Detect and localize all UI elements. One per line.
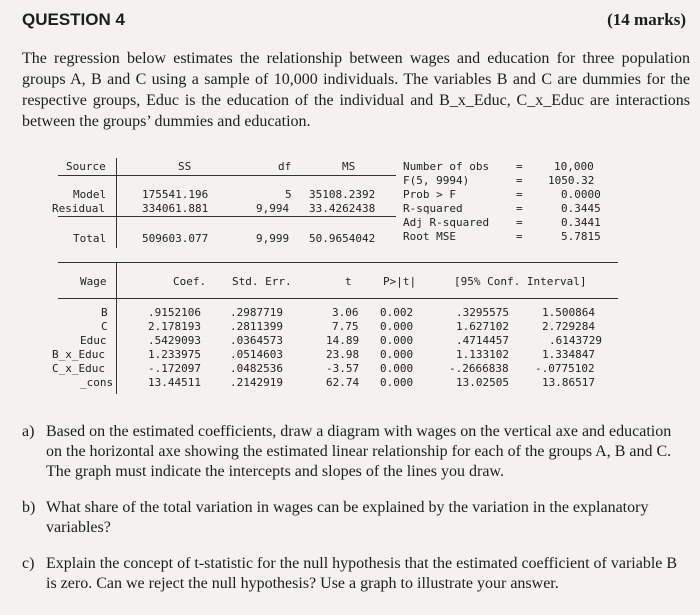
anova-row-ms: 35108.2392	[309, 188, 376, 201]
anova-row-ms: 33.4262438	[309, 202, 376, 215]
stat-eq: =	[516, 188, 523, 201]
coef-row-se: .0514603	[230, 348, 283, 361]
coef-row-var: C_x_Educ	[52, 362, 105, 375]
coef-row-coef: .5429093	[148, 334, 201, 347]
anova-row-df: 9,994	[256, 202, 290, 215]
coef-row-hi: 1.334847	[542, 348, 595, 361]
anova-row-df: 5	[285, 188, 292, 201]
anova-row-source: Total	[73, 232, 107, 245]
question-header	[22, 10, 686, 32]
coef-header-se: Std. Err.	[232, 275, 292, 288]
coef-top-rule	[58, 262, 618, 263]
anova-row-df: 9,999	[256, 232, 290, 245]
coef-row-t: -3.57	[326, 362, 360, 375]
stat-value: 0.0000	[561, 188, 601, 201]
coef-row-lo: 1.627102	[456, 320, 509, 333]
anova-header-source: Source	[66, 160, 106, 173]
anova-header-rule	[58, 175, 396, 176]
coefficient-table	[52, 262, 678, 397]
coef-header-p: P>|t|	[383, 275, 417, 288]
coef-row-t: 62.74	[326, 376, 360, 389]
coef-row-se: .2987719	[230, 306, 283, 319]
intro-paragraph: The regression below estimates the relationship between wages and education for three population groups A, B and C using a sample of 10,000 individuals. The variables B and C are dummies for the respective groups, Educ is the education of the individual and B_x_Educ, C_x_Educ are interactions between the groups’ dummies and education.	[22, 50, 690, 130]
question-label: a)	[22, 423, 35, 440]
stat-label: Number of obs	[403, 160, 490, 173]
coef-row-lo: .4714457	[456, 334, 509, 347]
anova-total-rule	[58, 216, 396, 217]
coef-row-p: 0.000	[380, 320, 414, 333]
coef-row-hi: -.0775102	[535, 362, 595, 375]
stat-label: Adj R-squared	[403, 216, 490, 229]
coef-row-coef: 2.178193	[148, 320, 201, 333]
question-label: c)	[22, 555, 35, 572]
coef-row-t: 14.89	[326, 334, 360, 347]
question-text: Explain the concept of t-statistic for the null hypothesis that the estimated coefficient of variable B is zero. Can we reject the null hypothesis? Use a graph to illustrate your answer.	[46, 555, 678, 592]
stat-value: 5.7815	[561, 230, 601, 243]
coef-row-t: 3.06	[332, 306, 359, 319]
coef-row-var: _cons	[80, 376, 114, 389]
question-title: QUESTION 4	[22, 10, 125, 29]
coef-row-p: 0.000	[380, 334, 414, 347]
coef-row-se: .2811399	[230, 320, 283, 333]
coef-row-coef: -.172097	[148, 362, 201, 375]
anova-header-df: df	[278, 160, 292, 173]
coef-row-p: 0.002	[380, 306, 414, 319]
coef-row-lo: -.2666838	[449, 362, 509, 375]
anova-row-ss: 509603.077	[142, 232, 209, 245]
coef-row-t: 23.98	[326, 348, 360, 361]
coef-row-hi: 1.500864	[542, 306, 595, 319]
coef-row-var: C	[101, 320, 108, 333]
coef-row-lo: 13.02505	[456, 376, 509, 389]
coef-row-lo: .3295575	[456, 306, 509, 319]
coef-header-ci: [95% Conf. Interval]	[454, 275, 587, 288]
coef-row-coef: .9152106	[148, 306, 201, 319]
coef-row-se: .0364573	[230, 334, 283, 347]
question-marks: (14 marks)	[607, 10, 686, 29]
stat-eq: =	[516, 216, 523, 229]
coef-row-coef: 13.44511	[148, 376, 201, 389]
coef-row-p: 0.000	[380, 348, 414, 361]
stat-value: 10,000	[554, 160, 594, 173]
coef-row-p: 0.000	[380, 376, 414, 389]
coef-header-coef: Coef.	[173, 275, 207, 288]
coef-row-coef: 1.233975	[148, 348, 201, 361]
coef-row-var: B_x_Educ	[52, 348, 105, 361]
coef-row-hi: 2.729284	[542, 320, 595, 333]
question-label: b)	[22, 499, 36, 516]
stat-label: R-squared	[403, 202, 463, 215]
question-text: Based on the estimated coefficients, draw a diagram with wages on the vertical axe and education on the horizontal axe showing the estimated linear relationship for each of the groups A, B and C. The graph must indicate the intercepts and slopes of the lines you draw.	[46, 423, 672, 480]
anova-row-source: Model	[73, 188, 107, 201]
coef-header-t: t	[345, 275, 352, 288]
stat-eq: =	[516, 230, 523, 243]
anova-row-ms: 50.9654042	[309, 232, 376, 245]
stat-eq: =	[516, 174, 523, 187]
coef-row-hi: 13.86517	[542, 376, 595, 389]
stat-value: 1050.32	[548, 174, 595, 187]
question-list	[22, 422, 690, 610]
coef-row-hi: .6143729	[549, 334, 602, 347]
coef-row-t: 7.75	[332, 320, 359, 333]
anova-row-ss: 334061.881	[142, 202, 209, 215]
stat-value: 0.3445	[561, 202, 601, 215]
anova-row-ss: 175541.196	[142, 188, 209, 201]
coef-row-se: .2142919	[230, 376, 283, 389]
coef-header-rule	[58, 298, 618, 299]
stat-label: Root MSE	[403, 230, 456, 243]
question-item-c	[22, 554, 690, 594]
question-item-a	[22, 422, 690, 482]
question-item-b	[22, 498, 690, 538]
anova-row-source: Residual	[52, 202, 105, 215]
coef-header-var: Wage	[80, 275, 107, 288]
stat-label: Prob > F	[403, 188, 456, 201]
stat-label: F(5, 9994)	[403, 174, 470, 187]
coef-row-var: Educ	[80, 334, 107, 347]
coef-row-lo: 1.133102	[456, 348, 509, 361]
coef-row-p: 0.000	[380, 362, 414, 375]
coef-row-var: B	[101, 306, 108, 319]
stat-eq: =	[516, 160, 523, 173]
question-text: What share of the total variation in wages can be explained by the variation in the explanatory variables?	[46, 499, 649, 536]
anova-table	[52, 158, 678, 253]
anova-divider	[116, 158, 117, 248]
coef-divider	[116, 262, 117, 394]
anova-header-ms: MS	[342, 160, 356, 173]
stat-value: 0.3441	[561, 216, 601, 229]
stat-eq: =	[516, 202, 523, 215]
anova-header-ss: SS	[178, 160, 192, 173]
coef-row-se: .0482536	[230, 362, 283, 375]
